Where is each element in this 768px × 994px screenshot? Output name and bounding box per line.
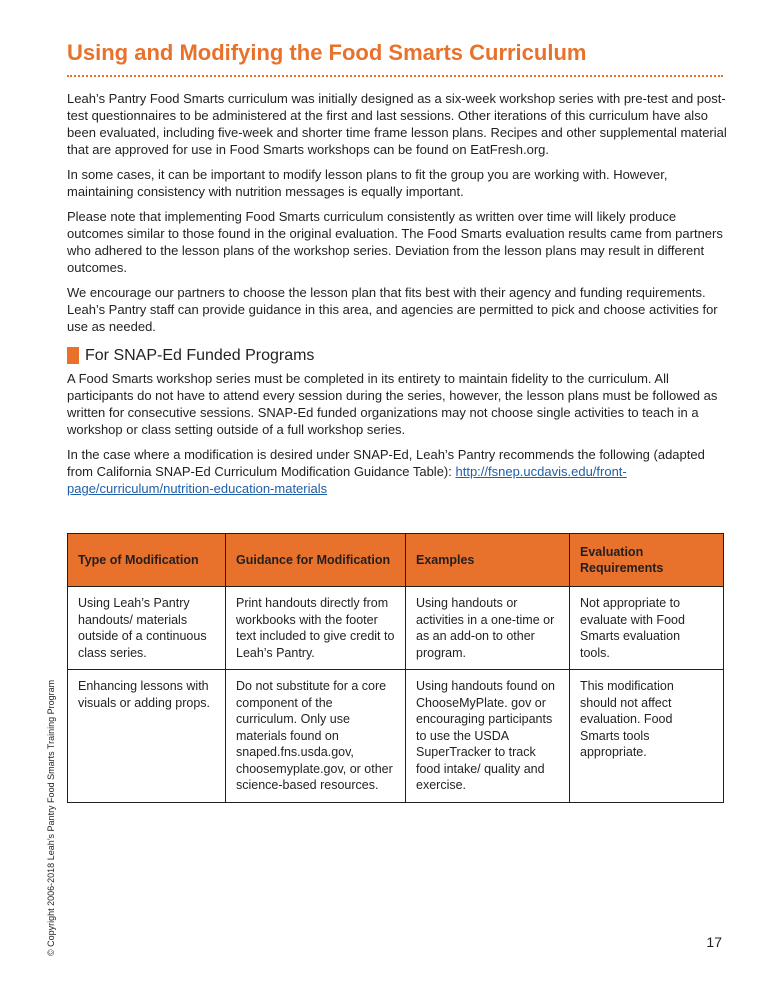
table-row <box>68 670 724 803</box>
table-cell: Not appropriate to evaluate with Food Smarts evaluation tools. <box>570 587 724 670</box>
table-cell: Using handouts found on ChooseMyPlate. gov or encouraging participants to use the USDA SuperTracker to track food intake/ quality and exercise. <box>406 670 570 803</box>
intro-paragraph-2: In some cases, it can be important to modify lesson plans to fit the group you are working with. However, maintaining consistency with nutrition messages is equally important. <box>67 167 668 199</box>
title-divider <box>67 75 723 77</box>
modification-guidance-table <box>67 533 724 803</box>
header-guidance: Guidance for Modification <box>226 534 406 587</box>
intro-paragraph-4: We encourage our partners to choose the lesson plan that fits best with their agency and funding requirements. Leah’s Pantry staff can provide guidance in this area, and agencies are permitted to pick and choose activities for use as needed. <box>67 285 718 334</box>
page-title: Using and Modifying the Food Smarts Curriculum <box>67 40 587 65</box>
header-evaluation-requirements: Evaluation Requirements <box>570 534 724 587</box>
table-cell: Using Leah’s Pantry handouts/ materials outside of a continuous class series. <box>68 587 226 670</box>
snap-heading-label: For SNAP-Ed Funded Programs <box>85 347 315 364</box>
intro-paragraph-1: Leah’s Pantry Food Smarts curriculum was initially designed as a six-week workshop series with pre-test and post-test questionnaires to be administered at the first and last sessions. Other iterations of this curriculum have also been evaluated, including five-week and shorter time frame lesson plans. Recipes and other supplemental material that are approved for use in Food Smarts workshops can be found on EatFresh.org. <box>67 91 727 157</box>
snap-paragraph-1: A Food Smarts workshop series must be completed in its entirety to maintain fidelity to the curriculum. All participants do not have to attend every session during the series, however, the lesson plans must be followed as written for consecutive sessions. SNAP-Ed funded organizations may not choose single activities to teach in a workshop or class setting outside of a full workshop series. <box>67 371 718 437</box>
table-header-row <box>68 534 724 587</box>
snap-section-heading <box>67 347 727 364</box>
page-number: 17 <box>706 934 722 950</box>
intro-paragraph-3: Please note that implementing Food Smarts curriculum consistently as written over time will likely produce outcomes similar to those found in the original evaluation. The Food Smarts evaluation results came from partners who adhered to the lesson plans of the workshop series. Deviation from the lesson plans may result in different outcomes. <box>67 209 723 275</box>
main-content <box>67 90 727 505</box>
snap-paragraph-2-text: In the case where a modification is desired under SNAP-Ed, Leah’s Pantry recommends the following (adapted from California SNAP-Ed Curriculum Modification Guidance Table): <box>67 447 705 479</box>
table-cell: Using handouts or activities in a one-time or as an add-on to other program. <box>406 587 570 670</box>
snap-paragraph-2 <box>67 446 727 497</box>
table-cell: Print handouts directly from workbooks with the footer text included to give credit to Leah’s Pantry. <box>226 587 406 670</box>
table-cell: This modification should not affect evaluation. Food Smarts tools appropriate. <box>570 670 724 803</box>
guidance-table-link[interactable]: http://fsnep.ucdavis.edu/front-page/curriculum/nutrition-education-materials <box>67 464 627 496</box>
copyright-notice: © Copyright 2006-2018 Leah’s Pantry Food Smarts Training Program <box>46 679 56 956</box>
table-cell: Do not substitute for a core component of the curriculum. Only use materials found on snaped.fns.usda.gov, choosemyplate.gov, or other science-based resources. <box>226 670 406 803</box>
heading-marker-icon <box>67 347 79 364</box>
table-row <box>68 587 724 670</box>
header-type-of-modification: Type of Modification <box>68 534 226 587</box>
header-examples: Examples <box>406 534 570 587</box>
table-cell: Enhancing lessons with visuals or adding props. <box>68 670 226 803</box>
